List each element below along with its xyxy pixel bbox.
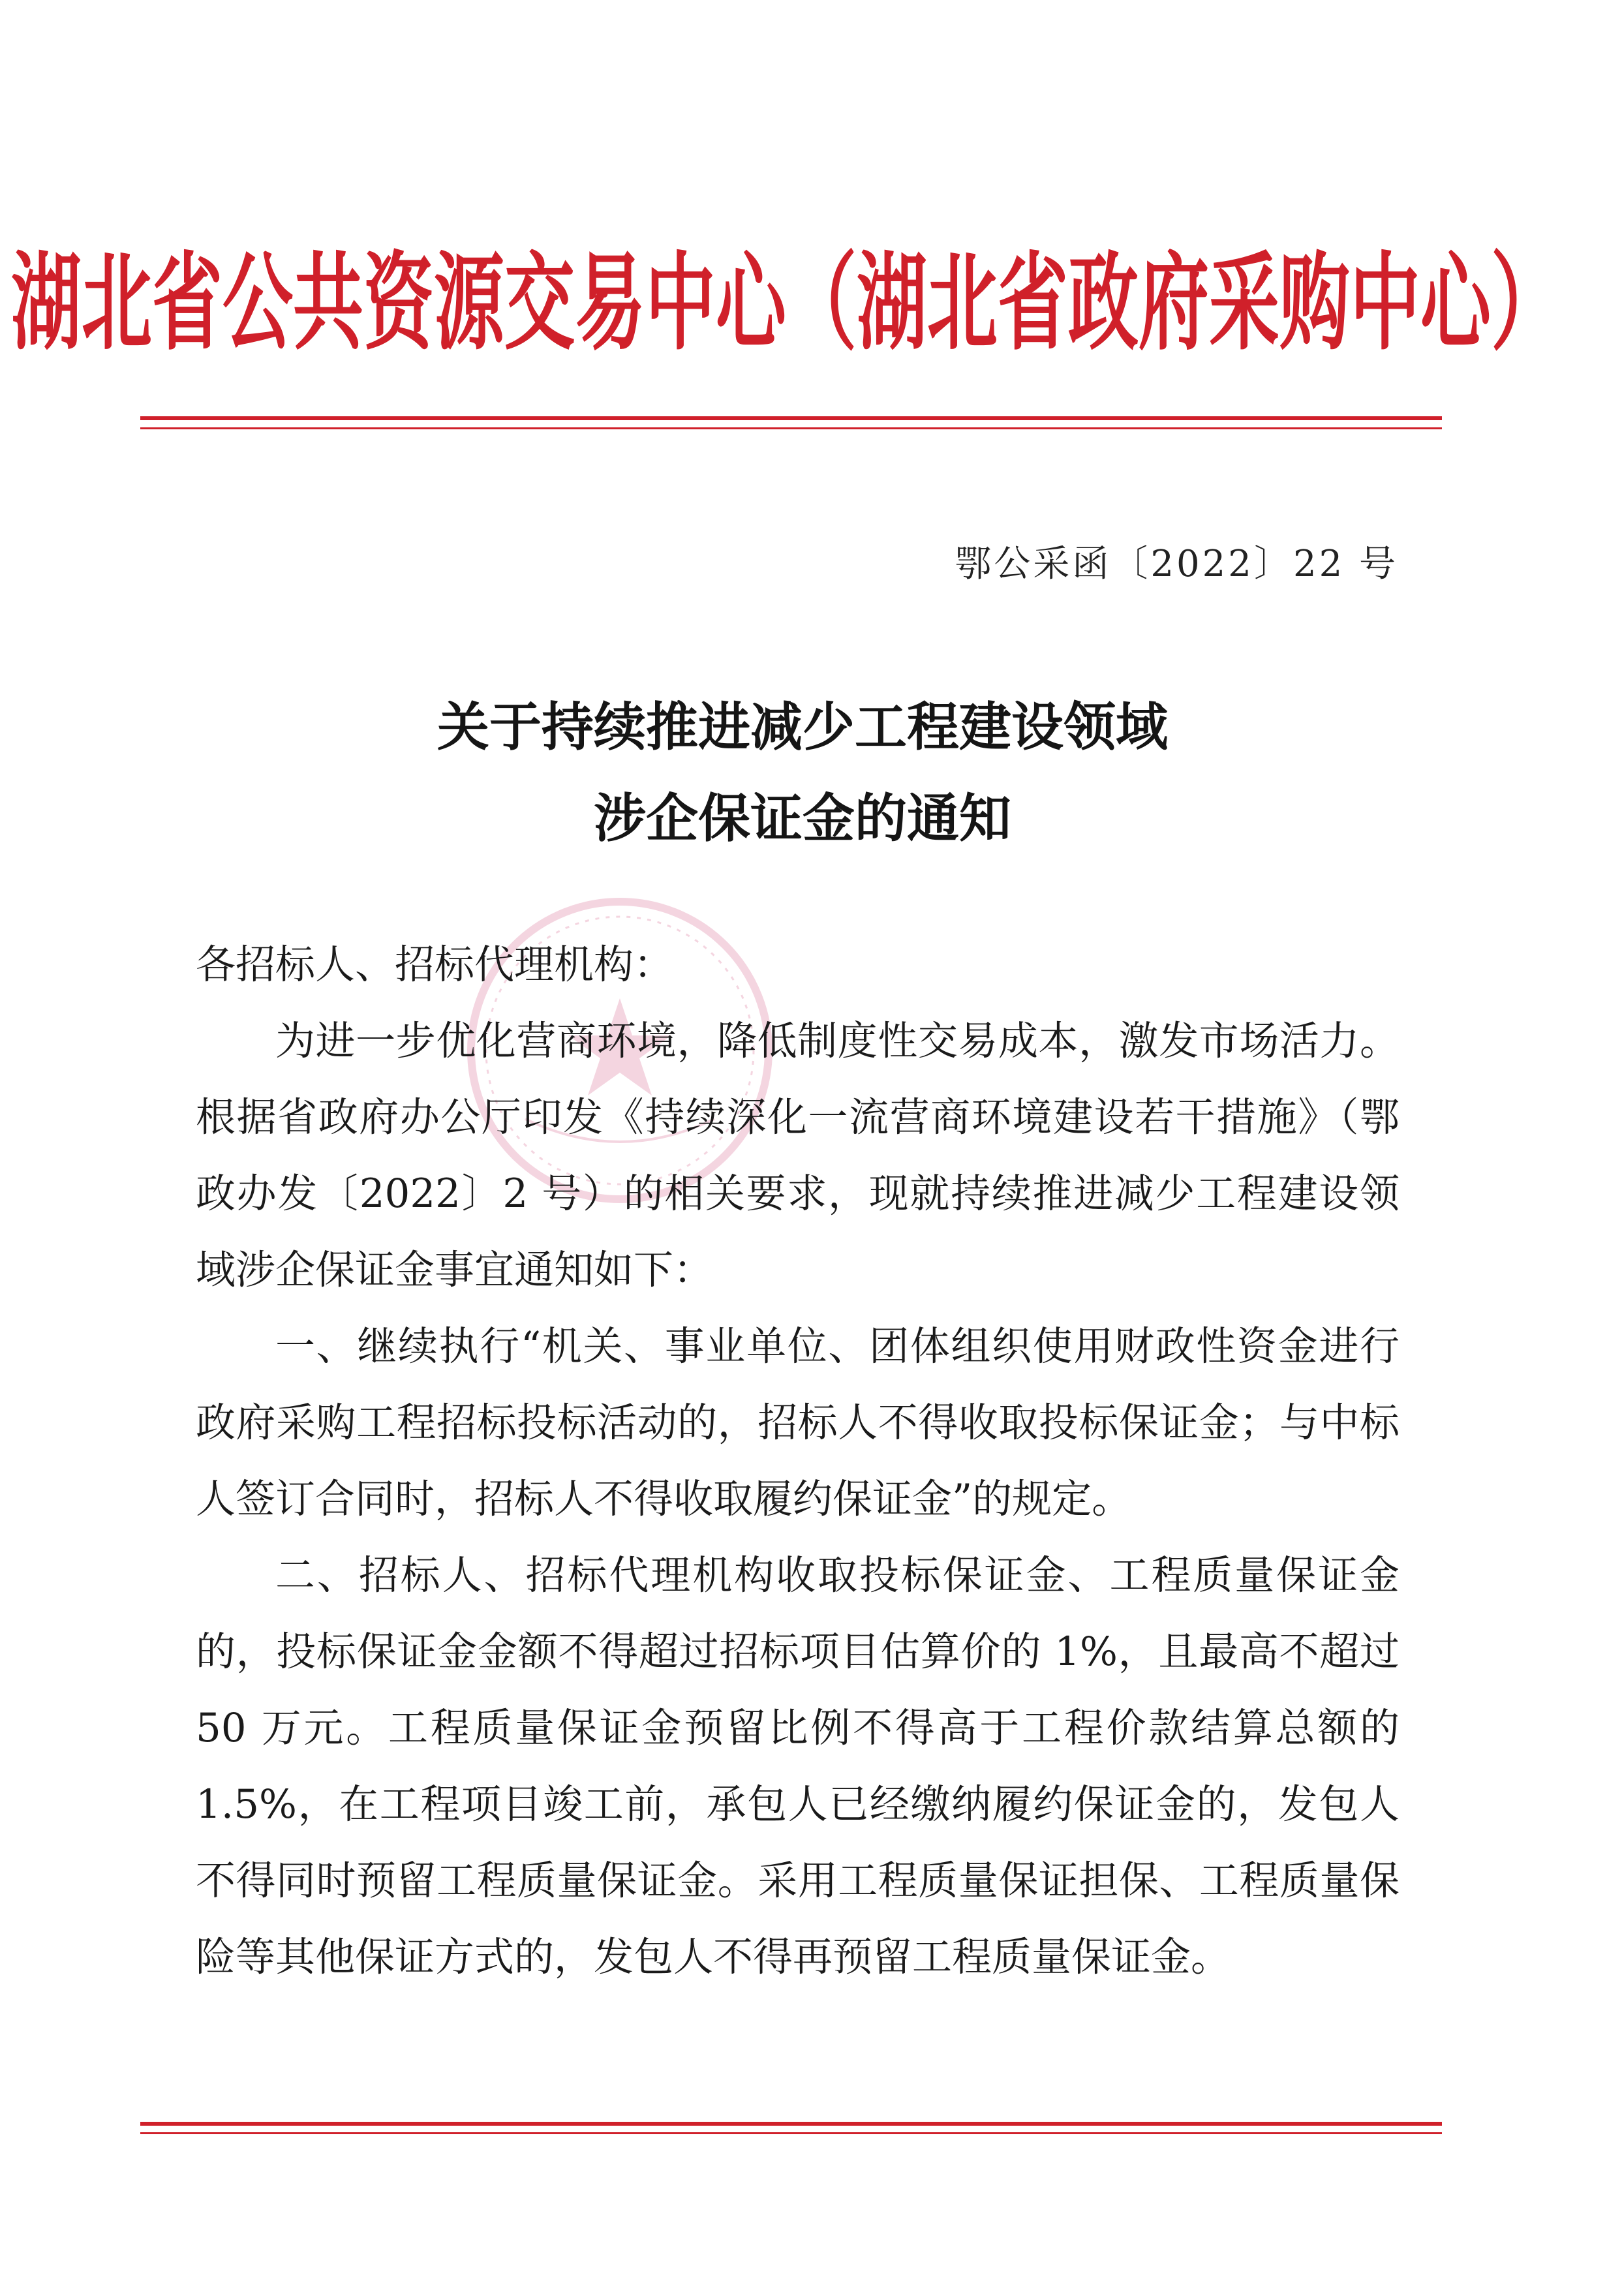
org-header — [11, 215, 1562, 372]
document-body — [196, 926, 1400, 1995]
title-line-2: 涉企保证金的通知 — [594, 788, 1011, 849]
paragraph-item-2: 二、招标人、招标代理机构收取投标保证金、工程质量保证金的，投标保证金金额不得超过招标项目估算价的 1%，且最高不超过 50 万元。工程质量保证金预留比例不得高于工程价款结算总额的 1.5%，在工程项目竣工前，承包人已经缴纳履约保证金的，发包人不得同时预留工程质量保证金。采用工程质量保证担保、工程质量保险等其他保证方式的，发包人不得再预留工程质量保证金。 — [196, 1552, 1400, 1980]
header-rule-thin — [140, 427, 1442, 429]
title-line-1: 关于持续推进减少工程建设领域 — [437, 697, 1168, 758]
header-rule-thick — [140, 416, 1442, 420]
document-title — [140, 682, 1465, 865]
salutation: 各招标人、招标代理机构： — [196, 941, 674, 988]
paragraph-item-1: 一、继续执行“机关、事业单位、团体组织使用财政性资金进行政府采购工程招标投标活动的，招标人不得收取投标保证金；与中标人签订合同时，招标人不得收取履约保证金”的规定。 — [196, 1323, 1400, 1522]
paragraph-intro: 为进一步优化营商环境，降低制度性交易成本，激发市场活力。根据省政府办公厅印发《持续深化一流营商环境建设若干措施》（鄂政办发〔2022〕2 号）的相关要求，现就持续推进减少工程建设领域涉企保证金事宜通知如下： — [196, 1018, 1400, 1293]
document-number: 鄂公采函〔2022〕22 号 — [955, 543, 1398, 585]
footer-rule-thin — [140, 2132, 1442, 2134]
footer-rule-thick — [140, 2122, 1442, 2126]
org-name: 湖北省公共资源交易中心（湖北省政府采购中心） — [11, 242, 1562, 365]
